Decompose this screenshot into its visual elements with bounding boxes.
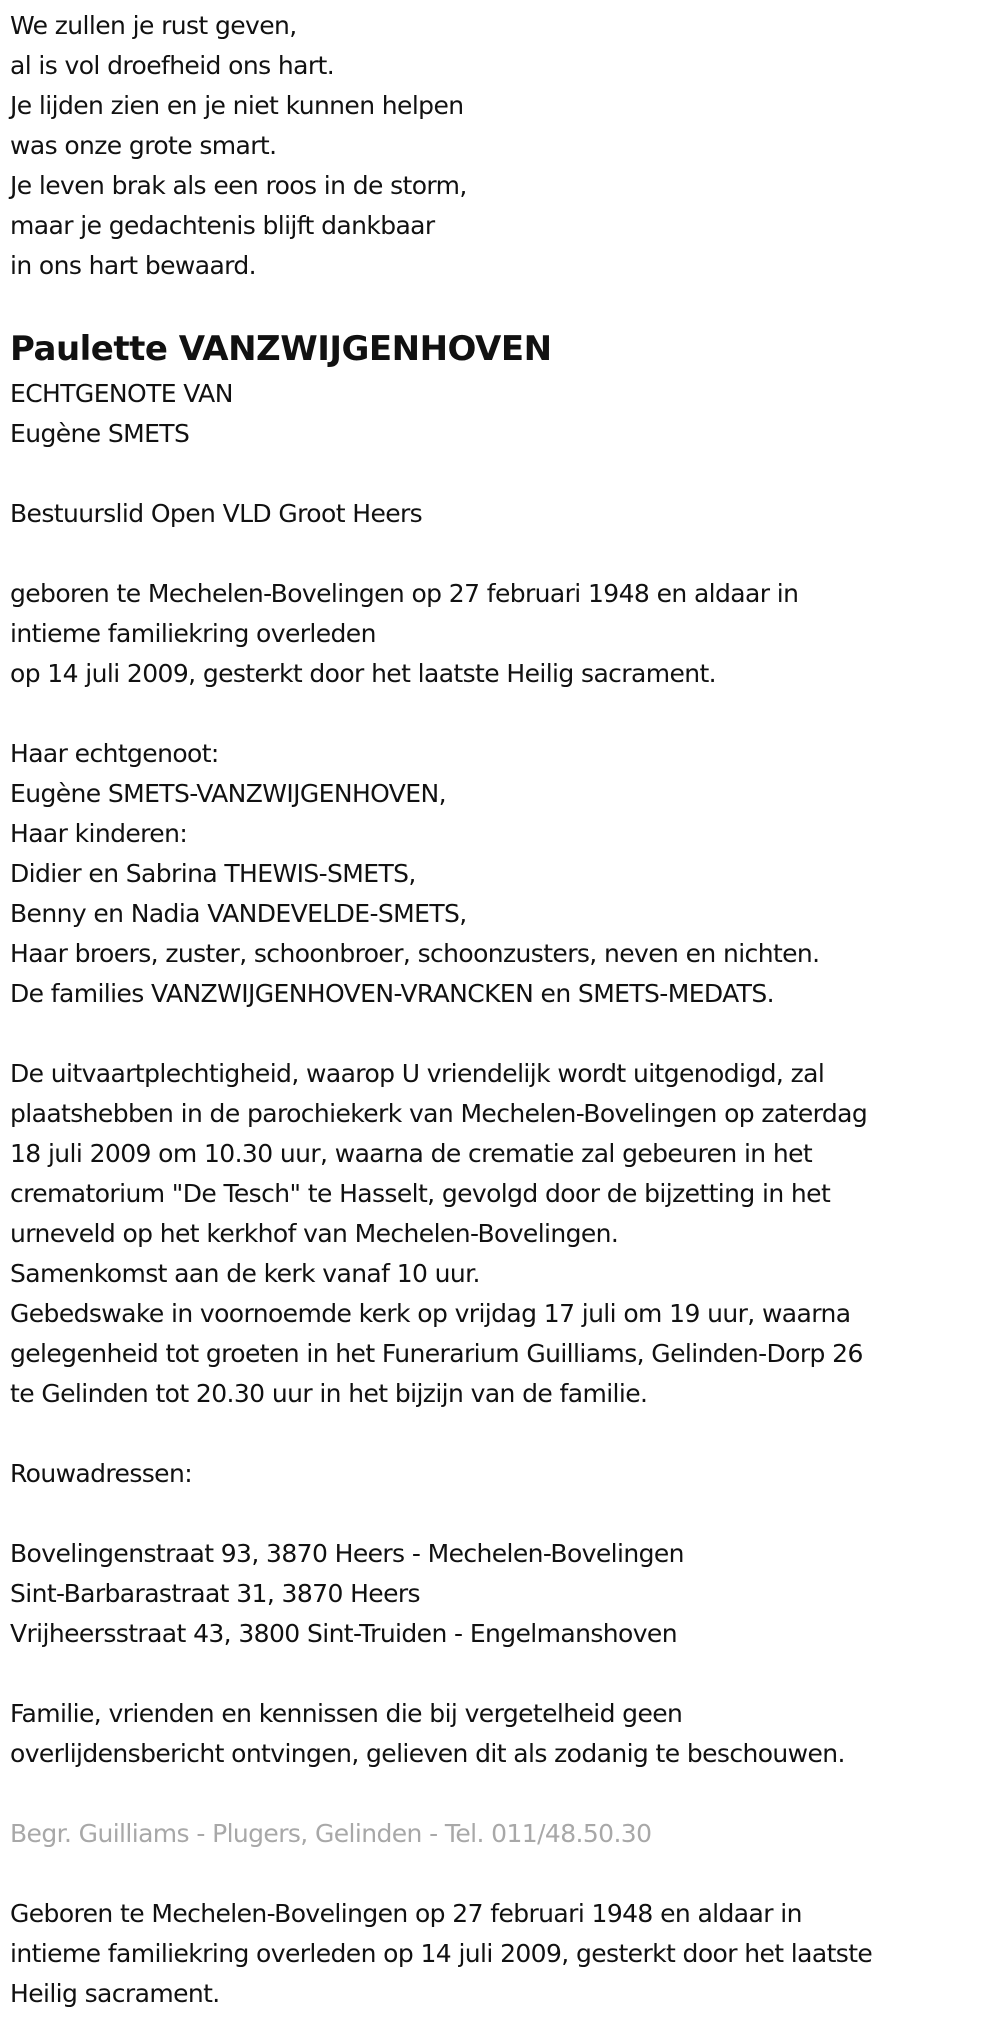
funeral-line: gelegenheid tot groeten in het Funerarium Guilliams, Gelinden-Dorp 26 bbox=[10, 1339, 863, 1368]
undertaker-line: Begr. Guilliams - Plugers, Gelinden - Tel. 011/48.50.30 bbox=[10, 1819, 652, 1848]
poem-line: Je leven brak als een roos in de storm, bbox=[10, 171, 467, 200]
funeral-line: Gebedswake in voornoemde kerk op vrijdag 17 juli om 19 uur, waarna bbox=[10, 1299, 851, 1328]
family-line: Didier en Sabrina THEWIS-SMETS, bbox=[10, 859, 416, 888]
spacer bbox=[10, 454, 1000, 494]
summary-line: intieme familiekring overleden op 14 juli 2009, gesterkt door het laatste bbox=[10, 1939, 873, 1968]
summary-line: Geboren te Mechelen-Bovelingen op 27 februari 1948 en aldaar in bbox=[10, 1899, 802, 1928]
poem-line: in ons hart bewaard. bbox=[10, 251, 257, 280]
birth-death-line: op 14 juli 2009, gesterkt door het laatste Heilig sacrament. bbox=[10, 659, 717, 688]
address-line: Bovelingenstraat 93, 3870 Heers - Mechelen-Bovelingen bbox=[10, 1539, 684, 1568]
poem-line: We zullen je rust geven, bbox=[10, 11, 297, 40]
spacer bbox=[10, 534, 1000, 574]
spouse-line: ECHTGENOTE VAN bbox=[10, 379, 233, 408]
funeral-line: 18 juli 2009 om 10.30 uur, waarna de crematie zal gebeuren in het bbox=[10, 1139, 813, 1168]
family-line: Benny en Nadia VANDEVELDE-SMETS, bbox=[10, 899, 467, 928]
spacer bbox=[10, 694, 1000, 734]
birth-death-line: intieme familiekring overleden bbox=[10, 619, 376, 648]
poem-line: Je lijden zien en je niet kunnen helpen bbox=[10, 91, 464, 120]
funeral-line: Samenkomst aan de kerk vanaf 10 uur. bbox=[10, 1259, 480, 1288]
poem-line: maar je gedachtenis blijft dankbaar bbox=[10, 211, 435, 240]
notice-line: overlijdensbericht ontvingen, gelieven dit als zodanig te beschouwen. bbox=[10, 1739, 845, 1768]
address-line: Vrijheersstraat 43, 3800 Sint-Truiden - Engelmanshoven bbox=[10, 1619, 677, 1648]
deceased-name: Paulette VANZWIJGENHOVEN bbox=[10, 329, 552, 369]
address-line: Sint-Barbarastraat 31, 3870 Heers bbox=[10, 1579, 420, 1608]
family-line: Eugène SMETS-VANZWIJGENHOVEN, bbox=[10, 779, 446, 808]
spacer bbox=[10, 1654, 1000, 1694]
family-line: Haar echtgenoot: bbox=[10, 739, 219, 768]
role-line: Bestuurslid Open VLD Groot Heers bbox=[10, 499, 423, 528]
funeral-line: crematorium "De Tesch" te Hasselt, gevolgd door de bijzetting in het bbox=[10, 1179, 831, 1208]
poem-line: was onze grote smart. bbox=[10, 131, 277, 160]
summary-line: Heilig sacrament. bbox=[10, 1979, 220, 2008]
family-line: Haar kinderen: bbox=[10, 819, 188, 848]
funeral-line: plaatshebben in de parochiekerk van Mechelen-Bovelingen op zaterdag bbox=[10, 1099, 868, 1128]
spacer bbox=[10, 1414, 1000, 1454]
condolence-heading: Rouwadressen: bbox=[10, 1459, 193, 1488]
spacer bbox=[10, 1014, 1000, 1054]
poem-line: al is vol droefheid ons hart. bbox=[10, 51, 335, 80]
funeral-line: te Gelinden tot 20.30 uur in het bijzijn van de familie. bbox=[10, 1379, 648, 1408]
spacer bbox=[10, 1494, 1000, 1534]
funeral-line: De uitvaartplechtigheid, waarop U vriendelijk wordt uitgenodigd, zal bbox=[10, 1059, 825, 1088]
spacer bbox=[10, 1854, 1000, 1894]
spacer bbox=[10, 286, 1000, 326]
spouse-line: Eugène SMETS bbox=[10, 419, 190, 448]
spacer bbox=[10, 1774, 1000, 1814]
notice-line: Familie, vrienden en kennissen die bij vergetelheid geen bbox=[10, 1699, 683, 1728]
family-line: De families VANZWIJGENHOVEN-VRANCKEN en SMETS-MEDATS. bbox=[10, 979, 774, 1008]
family-line: Haar broers, zuster, schoonbroer, schoonzusters, neven en nichten. bbox=[10, 939, 820, 968]
birth-death-line: geboren te Mechelen-Bovelingen op 27 februari 1948 en aldaar in bbox=[10, 579, 799, 608]
funeral-line: urneveld op het kerkhof van Mechelen-Bovelingen. bbox=[10, 1219, 619, 1248]
